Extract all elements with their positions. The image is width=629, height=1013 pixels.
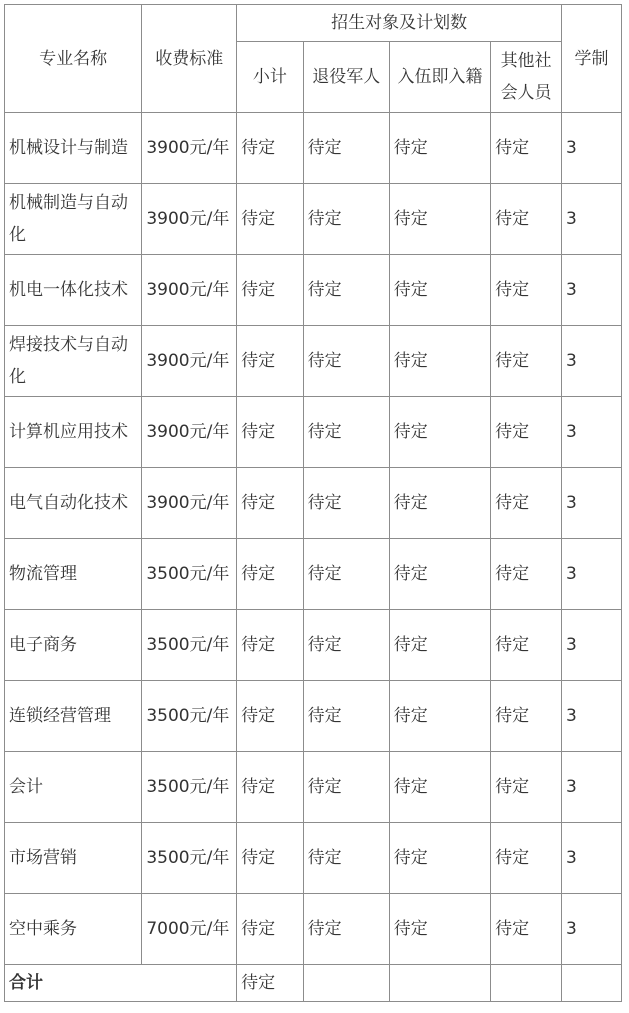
cell-fee: 3900元/年 [142,113,237,184]
cell-major: 市场营销 [5,823,142,894]
cell-subtotal: 待定 [237,184,303,255]
cell-veterans: 待定 [303,610,389,681]
header-fee: 收费标准 [142,5,237,113]
cell-veterans: 待定 [303,468,389,539]
table-row [5,468,622,539]
cell-veterans: 待定 [303,539,389,610]
table-row [5,752,622,823]
cell-veterans: 待定 [303,397,389,468]
cell-years: 3 [561,823,621,894]
cell-enlist: 待定 [389,894,490,965]
cell-subtotal: 待定 [237,752,303,823]
cell-others: 待定 [491,894,562,965]
cell-enlist: 待定 [389,255,490,326]
cell-enlist: 待定 [389,397,490,468]
total-others [491,965,562,1002]
cell-fee: 3900元/年 [142,397,237,468]
header-plan-group: 招生对象及计划数 [237,5,562,42]
cell-years: 3 [561,255,621,326]
table-row [5,397,622,468]
cell-fee: 3900元/年 [142,468,237,539]
cell-years: 3 [561,113,621,184]
cell-others: 待定 [491,681,562,752]
cell-major: 空中乘务 [5,894,142,965]
cell-major: 会计 [5,752,142,823]
cell-subtotal: 待定 [237,539,303,610]
cell-major: 连锁经营管理 [5,681,142,752]
cell-veterans: 待定 [303,681,389,752]
header-veterans: 退役军人 [303,42,389,113]
cell-major: 电气自动化技术 [5,468,142,539]
cell-enlist: 待定 [389,184,490,255]
cell-major: 物流管理 [5,539,142,610]
cell-others: 待定 [491,610,562,681]
total-years [561,965,621,1002]
total-enlist [389,965,490,1002]
cell-enlist: 待定 [389,539,490,610]
total-row [5,965,622,1002]
cell-others: 待定 [491,752,562,823]
cell-major: 计算机应用技术 [5,397,142,468]
cell-others: 待定 [491,539,562,610]
cell-major: 焊接技术与自动化 [5,326,142,397]
cell-fee: 3500元/年 [142,752,237,823]
cell-enlist: 待定 [389,326,490,397]
cell-others: 待定 [491,255,562,326]
cell-veterans: 待定 [303,752,389,823]
cell-subtotal: 待定 [237,397,303,468]
cell-veterans: 待定 [303,823,389,894]
total-label: 合计 [5,965,237,1002]
cell-others: 待定 [491,184,562,255]
cell-fee: 3500元/年 [142,681,237,752]
header-row-top [5,5,622,42]
cell-years: 3 [561,539,621,610]
table-row [5,894,622,965]
cell-fee: 3500元/年 [142,610,237,681]
table-row [5,610,622,681]
cell-enlist: 待定 [389,113,490,184]
cell-others: 待定 [491,823,562,894]
cell-enlist: 待定 [389,823,490,894]
cell-veterans: 待定 [303,255,389,326]
cell-fee: 3500元/年 [142,539,237,610]
cell-fee: 3900元/年 [142,255,237,326]
cell-major: 电子商务 [5,610,142,681]
cell-subtotal: 待定 [237,894,303,965]
cell-major: 机械制造与自动化 [5,184,142,255]
header-major: 专业名称 [5,5,142,113]
cell-enlist: 待定 [389,468,490,539]
cell-fee: 7000元/年 [142,894,237,965]
enrollment-plan-table [4,4,622,1002]
cell-years: 3 [561,681,621,752]
table-row [5,113,622,184]
cell-others: 待定 [491,397,562,468]
cell-subtotal: 待定 [237,681,303,752]
cell-subtotal: 待定 [237,113,303,184]
cell-major: 机电一体化技术 [5,255,142,326]
cell-fee: 3500元/年 [142,823,237,894]
cell-veterans: 待定 [303,184,389,255]
total-veterans [303,965,389,1002]
cell-years: 3 [561,894,621,965]
header-others: 其他社会人员 [491,42,562,113]
cell-enlist: 待定 [389,681,490,752]
table-row [5,681,622,752]
cell-enlist: 待定 [389,752,490,823]
table-row [5,326,622,397]
cell-others: 待定 [491,468,562,539]
header-years: 学制 [561,5,621,113]
cell-subtotal: 待定 [237,468,303,539]
cell-veterans: 待定 [303,326,389,397]
cell-veterans: 待定 [303,894,389,965]
header-subtotal: 小计 [237,42,303,113]
cell-fee: 3900元/年 [142,326,237,397]
cell-years: 3 [561,468,621,539]
cell-veterans: 待定 [303,113,389,184]
cell-years: 3 [561,610,621,681]
cell-subtotal: 待定 [237,255,303,326]
cell-subtotal: 待定 [237,610,303,681]
total-subtotal: 待定 [237,965,303,1002]
cell-years: 3 [561,184,621,255]
cell-fee: 3900元/年 [142,184,237,255]
table-row [5,539,622,610]
cell-others: 待定 [491,326,562,397]
cell-others: 待定 [491,113,562,184]
cell-subtotal: 待定 [237,823,303,894]
header-enlist: 入伍即入籍 [389,42,490,113]
table-row [5,823,622,894]
table-row [5,184,622,255]
cell-years: 3 [561,752,621,823]
cell-major: 机械设计与制造 [5,113,142,184]
cell-years: 3 [561,326,621,397]
cell-years: 3 [561,397,621,468]
cell-subtotal: 待定 [237,326,303,397]
cell-enlist: 待定 [389,610,490,681]
table-row [5,255,622,326]
